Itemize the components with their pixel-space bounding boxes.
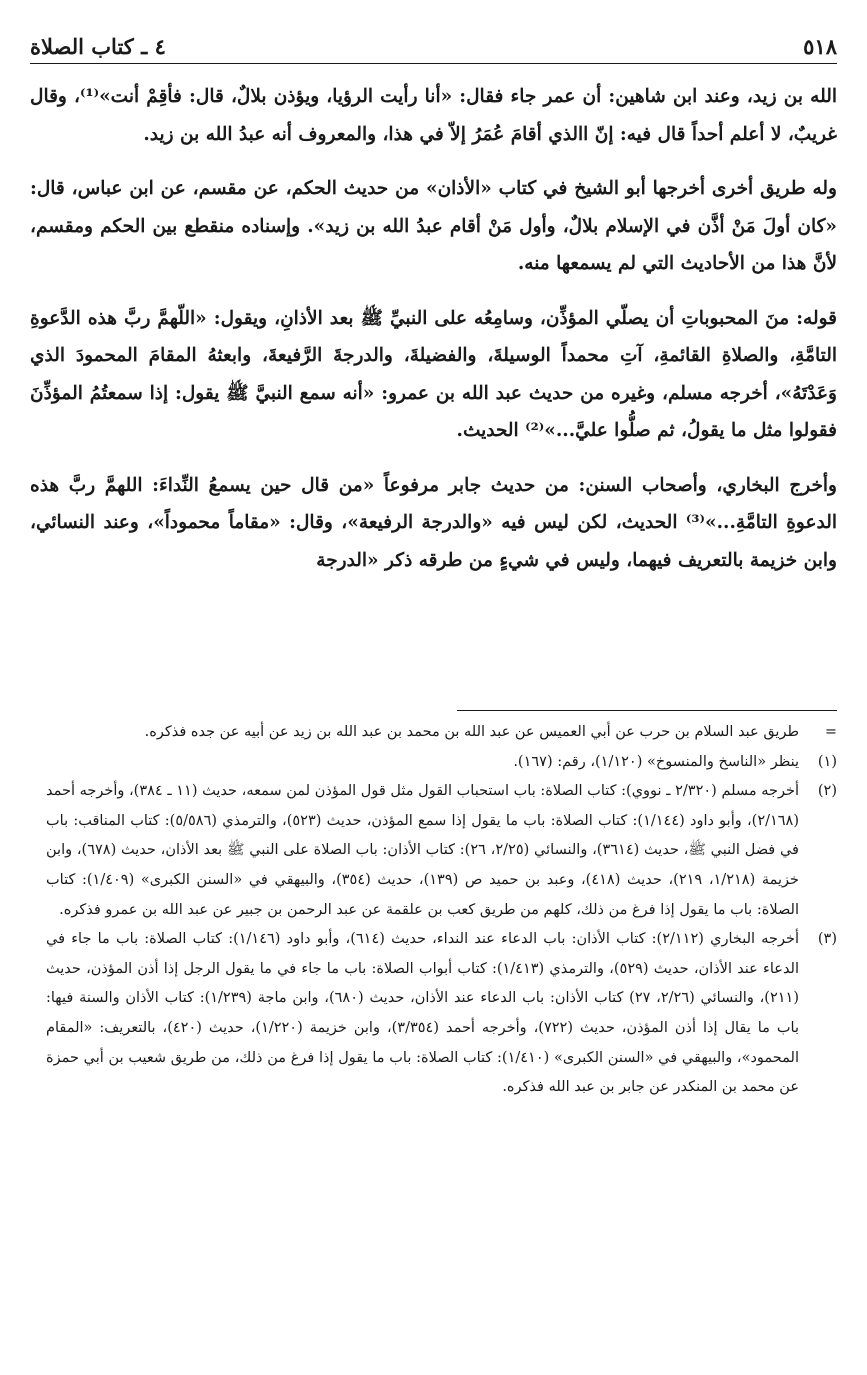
footnote-text: أخرجه البخاري (٢/١١٢): كتاب الأذان: باب الدعاء عند النداء، حديث (٦١٤)، وأبو داود (١/١٤٦): كتاب الصلاة: باب ما جاء في الدعاء عند الأذان، حديث (٥٢٩)، والترمذي (١/٤١٣): كتاب أبواب الصلاة: باب ما جاء في ما يقول الرجل إذا أذن المؤذن، حديث (٢١١)، والنسائي (٢/٢٦، ٢٧) كتاب الأذان: باب الدعاء عند الأذان، حديث (٦٨٠)، وابن ماجة (١/٢٣٩): كتاب الأذان والسنة فيها: باب ما يقال إذا أذن المؤذن، حديث (٧٢٢)، وأخرجه أحمد (٣/٣٥٤)، وابن خزيمة (١/٢٢٠)، حديث (٤٢٠)، بالتعريف: «المقام المحمود»، والبيهقي في «السنن الكبرى» (١/٤١٠): كتاب الصلاة: باب ما يقول إذا فرغ من ذلك، من طريق شعيب بن أبي حمزة عن محمد بن المنكدر عن جابر بن عبد الله فذكره. [46, 931, 800, 1096]
footnote [46, 748, 837, 778]
footnote-mark: = [824, 724, 837, 740]
main-text [30, 78, 837, 596]
footnote-text: أخرجه مسلم (٢/٣٢٠ ـ نووي): كتاب الصلاة: باب استحباب القول مثل قول المؤذن لمن سمعه، حديث (١١ ـ ٣٨٤)، وأخرجه أحمد (٢/١٦٨)، وأبو داود (١/١٤٤): كتاب الصلاة: باب ما يقول إذا سمع المؤذن، حديث (٥٢٣)، والترمذي (٥/٥٨٦): كتاب المناقب: باب في فضل النبي ﷺ، حديث (٣٦١٤)، والنسائي (٢/٢٥، ٢٦): كتاب الأذان: باب الصلاة على النبي ﷺ بعد الأذان، حديث (٦٧٨)، وابن خزيمة (١/٢١٨، ٢١٩)، حديث (٤١٨)، وعبد بن حميد ص (١٣٩)، حديث (٣٥٤)، والبيهقي في «السنن الكبرى» (١/٤٠٩): كتاب الصلاة: باب ما يقول إذا فرغ من ذلك، كلهم من طريق كعب بن علقمة عن عبد الرحمن بن جبير عن عبد الله بن عمرو فذكره. [46, 783, 800, 918]
footnotes [46, 718, 837, 1103]
paragraph: قوله: منَ المحبوباتِ أن يصلّي المؤذِّن، وسامِعُه على النبيِّ ﷺ بعد الأذانِ، ويقول: «اللّهمَّ ربَّ هذه الدَّعوةِ التامَّةِ، والصلاةِ القائمةِ، آتِ محمداً الوسيلةَ، والفضيلةَ، والدرجةَ الرَّفيعةَ، وابعثهُ المقامَ المحمودَ الذي وَعَدْتَهُ»، أخرجه مسلم، وغيره من حديث عبد الله بن عمرو: «أنه سمع النبيَّ ﷺ يقول: إذا سمعتُمُ المؤذِّنَ فقولوا مثل ما يقولُ، ثم صلُّوا عليَّ...»⁽²⁾ الحديث. [30, 307, 837, 441]
running-title: ٤ ـ كتاب الصلاة [30, 34, 166, 59]
footnote-mark: (٣) [817, 931, 837, 948]
footnote-text: ينظر «الناسخ والمنسوخ» (١/١٢٠)، رقم: (١٦٧). [513, 753, 799, 770]
footnote [46, 718, 837, 748]
page-number: ٥١٨ [803, 34, 837, 59]
paragraph: الله بن زيد، وعند ابن شاهين: أن عمر جاء فقال: «أنا رأيت الرؤيا، ويؤذن بلالٌ، قال: فأقِمْ أنت»⁽¹⁾، وقال غريبٌ، لا أعلم أحداً قال فيه: إنّ االذي أقامَ عُمَرُ إلاّ في هذا، والمعروف أنه عبدُ الله بن زيد. [30, 86, 837, 145]
paragraph: وأخرج البخاري، وأصحاب السنن: من حديث جابر مرفوعاً «من قال حين يسمعُ النِّداءَ: اللهمَّ ربَّ هذه الدعوةِ التامَّةِ...»⁽³⁾ الحديث، لكن ليس فيه «والدرجة الرفيعة»، وقال: «مقاماً محموداً»، وعند النسائي، وابن خزيمة بالتعريف فيهما، وليس في شيءٍ من طرقه ذكر «الدرجة [30, 474, 837, 571]
footnote-separator [457, 710, 837, 711]
page-header [30, 30, 837, 64]
footnote [46, 925, 837, 1103]
footnote-mark: (١) [817, 753, 837, 770]
footnote [46, 777, 837, 925]
footnote-text: طريق عبد السلام بن حرب عن أبي العميس عن عبد الله بن محمد بن عبد الله بن زيد عن أبيه عن جده فذكره. [144, 724, 799, 740]
paragraph: وله طريق أخرى أخرجها أبو الشيخ في كتاب «الأذان» من حديث الحكم، عن مقسم، عن ابن عباس، قال: «كان أولَ مَنْ أذَّن في الإسلام بلالٌ، وأول مَنْ أقام عبدُ الله بن زيد». وإسناده منقطع بين الحكم ومقسم، لأنَّ هذا من الأحاديث التي لم يسمعها منه. [30, 178, 837, 274]
footnote-mark: (٢) [817, 783, 837, 800]
